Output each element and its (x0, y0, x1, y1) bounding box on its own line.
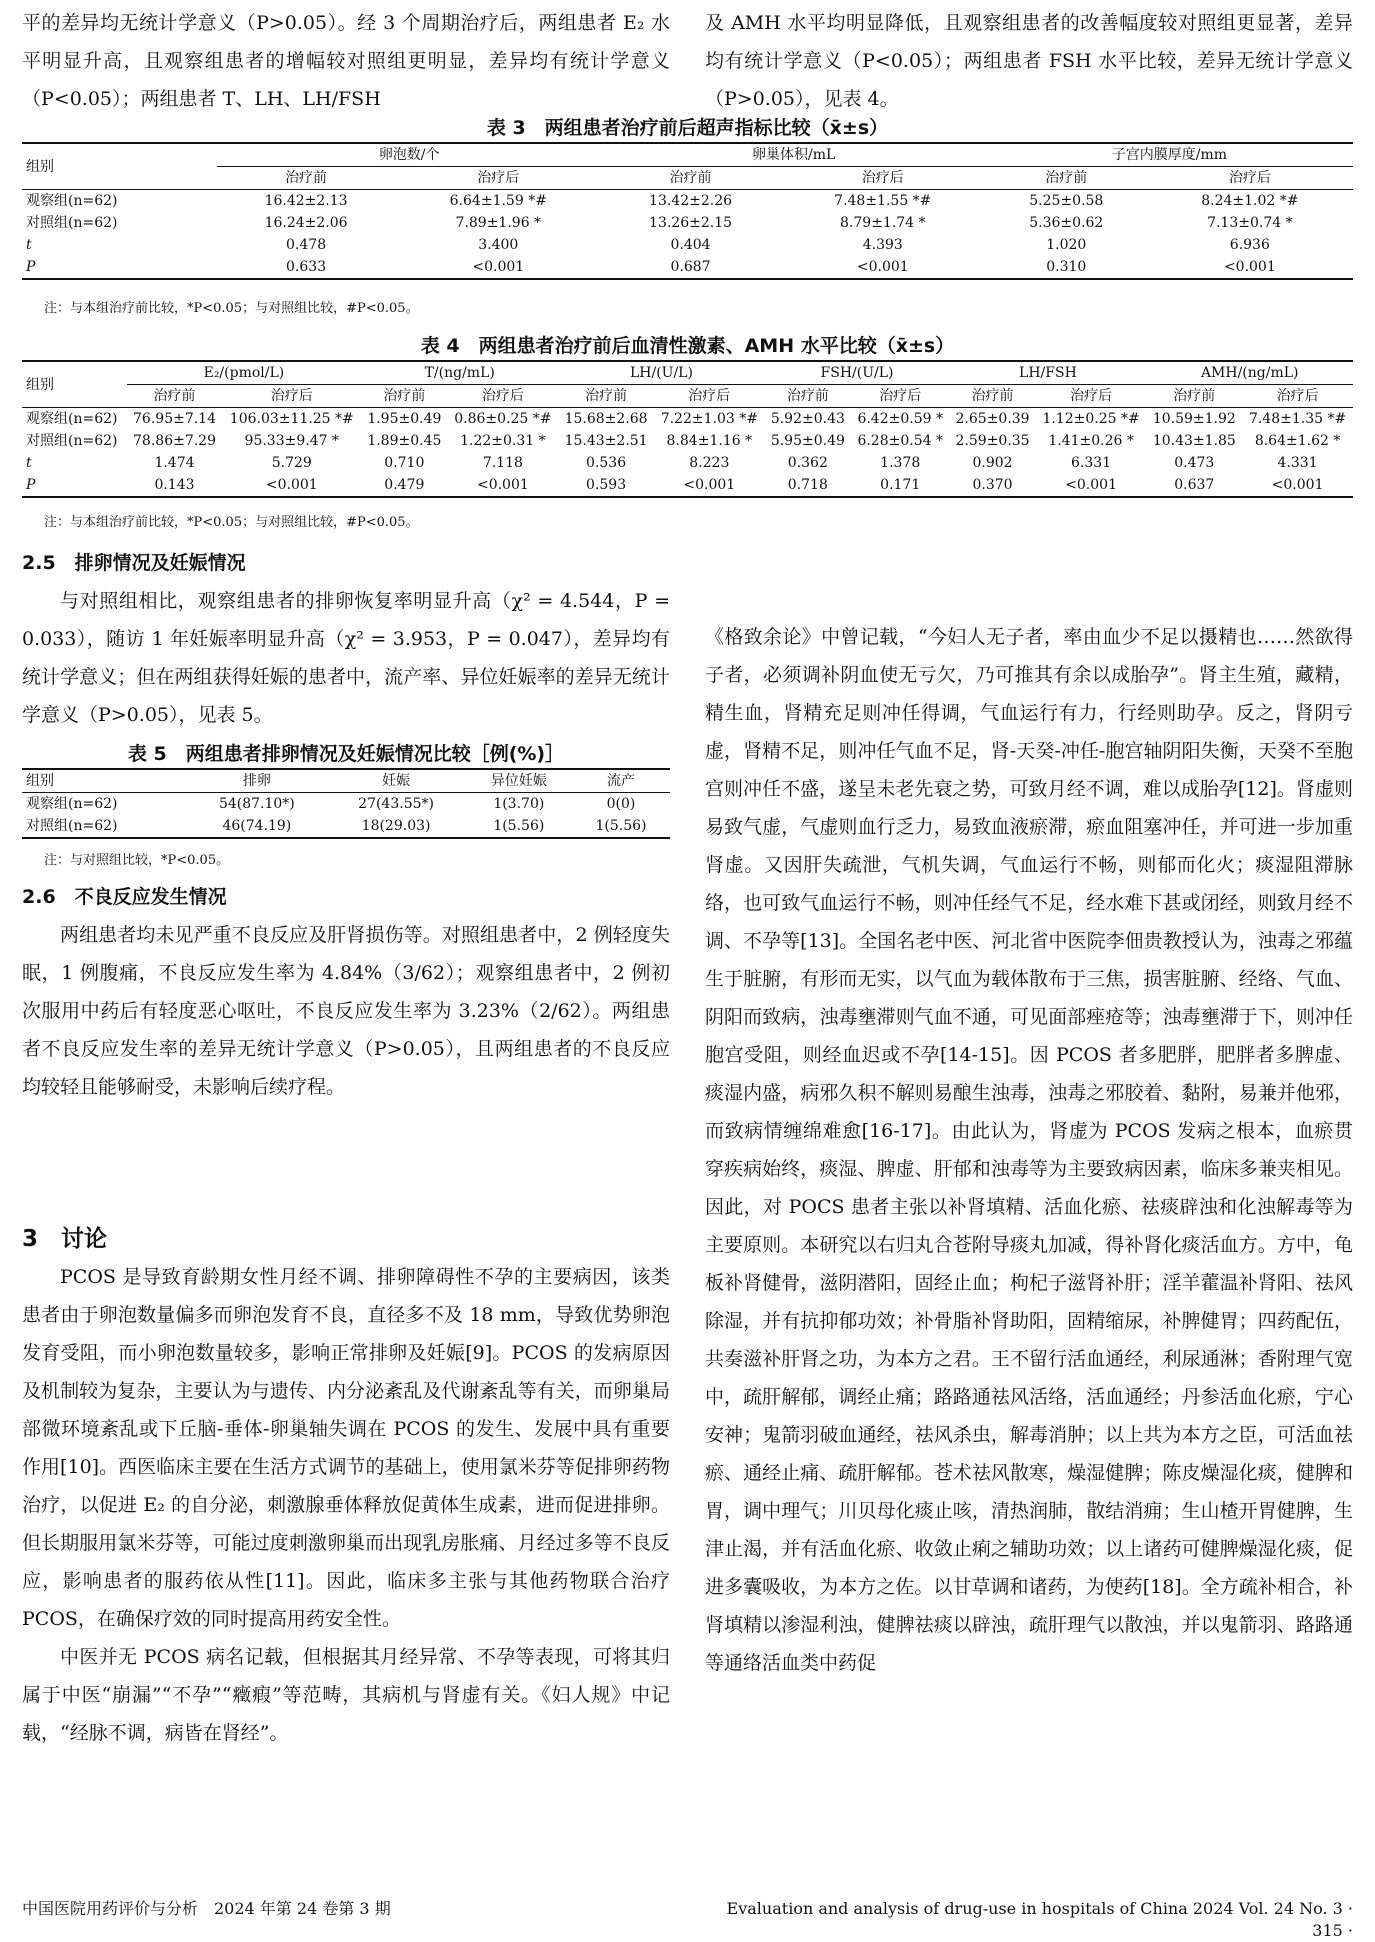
table-cell: 7.48±1.55 *# (834, 193, 932, 209)
table-cell: 1.020 (1046, 237, 1087, 253)
column-header: 异位妊娠 (466, 769, 572, 793)
row-label: 对照组(n=62) (26, 215, 118, 231)
table-cell: 1.95±0.49 (367, 411, 442, 427)
sub-header: 治疗后 (780, 167, 986, 190)
row-label: 观察组(n=62) (26, 796, 118, 812)
column-header: 组别 (22, 769, 187, 793)
column-group-header: E₂/(pmol/L) (127, 361, 362, 385)
table-cell: 1.22±0.31 * (460, 433, 546, 449)
table-cell: 5.95±0.49 (770, 433, 845, 449)
table-cell: 16.24±2.06 (264, 215, 348, 231)
section-2-6-body: 两组患者均未见严重不良反应及肝肾损伤等。对照组患者中，2 例轻度失眠，1 例腹痛，不良反应发生率为 4.84%（3/62）；观察组患者中，2 例初次服用中药后有轻度恶心呕吐，不良反应发生率为 3.23%（2/62）。两组患者不良反应发生率的差异无统计学意义（P>0.05），且两组患者的不良反应均较轻且能够耐受，未影响后续疗程。 (22, 924, 670, 1098)
table-cell: 5.25±0.58 (1029, 193, 1104, 209)
table-cell: 8.223 (689, 455, 730, 471)
column-group-header: AMH/(ng/mL) (1146, 361, 1353, 385)
table-cell: 95.33±9.47 * (244, 433, 339, 449)
section-2-5-heading: 2.5 排卵情况及妊娠情况 (22, 552, 246, 574)
table-cell: 10.43±1.85 (1152, 433, 1236, 449)
table-cell: 16.42±2.13 (264, 193, 348, 209)
table-cell: 1(5.56) (466, 815, 572, 838)
table-cell: 6.331 (1071, 455, 1112, 471)
table-cell: 7.22±1.03 *# (660, 411, 758, 427)
table-cell: 0(0) (606, 796, 636, 812)
column-header: 妊娠 (326, 769, 465, 793)
group-header: 组别 (22, 361, 127, 408)
footer-journal-cn: 中国医院用药评价与分析 2024 年第 24 卷第 3 期 (22, 1899, 391, 1918)
table-cell: 1.41±0.26 * (1048, 433, 1134, 449)
footer-journal-en: Evaluation and analysis of drug-use in hospitals of China 2024 Vol. 24 No. 3 · 315 · (726, 1899, 1353, 1940)
sub-header: 治疗后 (395, 167, 601, 190)
table-cell: 0.633 (217, 256, 395, 279)
column-group-header: FSH/(U/L) (765, 361, 950, 385)
table-cell: 0.902 (972, 455, 1013, 471)
table-cell: 46(74.19) (187, 815, 326, 838)
table-cell: 7.89±1.96 * (455, 215, 542, 231)
table-row (22, 190, 1353, 213)
table-cell: 5.92±0.43 (770, 411, 845, 427)
sub-header: 治疗后 (1036, 385, 1147, 408)
section-3-right-text: 《格致余论》中曾记载，“今妇人无子者，率由血少不足以摄精也……然欲得子者，必须调补阴血使无亏欠，乃可推其有余以成胎孕”。肾主生殖，藏精，精生血，肾精充足则冲任得调，气血运行有力，行经则助孕。反之，肾阴亏虚，肾精不足，则冲任气血不足，肾-天癸-冲任-胞宫轴阴阳失衡，天癸不至胞宫则冲任不盛，遂呈未老先衰之势，可致月经不调，难以成胎孕[12]。肾虚则易致气虚，气虚则血行乏力，易致血液瘀滞，瘀血阻塞冲任，并可进一步加重肾虚。又因肝失疏泄，气机失调，气血运行不畅，则郁而化火；痰湿阻滞脉络，也可致气血运行不畅，则冲任经气不足，经水难下甚或闭经，则致月经不调、不孕等[13]。全国名老中医、河北省中医院李佃贵教授认为，浊毒之邪蕴生于脏腑，有形而无实，以气血为载体散布于三焦，损害脏腑、经络、气血、阴阳而致病，浊毒壅滞则气血不通，可见面部痤疮等；浊毒壅滞于下，则冲任胞宫受阻，则经血迟或不孕[14-15]。因 PCOS 者多肥胖，肥胖者多脾虚、痰湿内盛，病邪久积不解则易酿生浊毒，浊毒之邪胶着、黏附，易兼并他邪，而致病情缠绵难愈[16-17]。由此认为，肾虚为 PCOS 发病之根本，血瘀贯穿疾病始终，痰湿、脾虚、肝郁和浊毒等为主要致病因素，临床多兼夹相见。因此，对 POCS 患者主张以补肾填精、活血化瘀、祛痰辟浊和化浊解毒等为主要原则。本研究以右归丸合苍附导痰丸加减，得补肾化痰活血方。方中，龟板补肾健骨，滋阴潜阳，固经止血；枸杞子滋肾补肝；淫羊藿温补肾阳、祛风除湿，并有抗抑郁功效；补骨脂补肾助阳，固精缩尿，补脾健胃；四药配伍，共奏滋补肝肾之功，为本方之君。王不留行活血通经，利尿通淋；香附理气宽中，疏肝解郁，调经止痛；路路通祛风活络，活血通经；丹参活血化瘀，宁心安神；鬼箭羽破血通经，祛风杀虫，解毒消肿；以上共为本方之臣，可活血祛瘀、通经止痛、疏肝解郁。苍术祛风散寒，燥湿健脾；陈皮燥湿化痰，健脾和胃，调中理气；川贝母化痰止咳，清热润肺，散结消痈；生山楂开胃健脾，生津止渴，并有活血化瘀、收敛止痢之辅助功效；以上诸药可健脾燥湿化痰，促进多囊吸收，为本方之佐。以甘草调和诸药，为使药[18]。全方疏补相合，补肾填精以渗湿利浊，健脾祛痰以辟浊，疏肝理气以散浊，并以鬼箭羽、路路通等通络活血类中药促 (705, 626, 1353, 1674)
sub-header: 治疗前 (361, 385, 447, 408)
table-cell: 0.404 (670, 237, 711, 253)
table-cell: 7.13±0.74 * (1207, 215, 1293, 231)
table3-title: 表 3 两组患者治疗前后超声指标比较（x̄±s） (486, 117, 889, 139)
row-label: 观察组(n=62) (26, 193, 118, 209)
table-cell: <0.001 (395, 256, 601, 279)
table-cell: 0.710 (384, 455, 425, 471)
table4-title: 表 4 两组患者治疗前后血清性激素、AMH 水平比较（x̄±s） (420, 335, 955, 357)
column-group-header: 卵巢体积/mL (601, 143, 985, 167)
table-cell: 0.718 (765, 474, 851, 497)
table-cell: 0.370 (949, 474, 1035, 497)
table3 (22, 142, 1353, 280)
table-cell: 1.89±0.45 (367, 433, 442, 449)
table4 (22, 360, 1353, 498)
sub-header: 治疗前 (558, 385, 654, 408)
table-cell: 106.03±11.25 *# (229, 411, 354, 427)
sub-header: 治疗后 (851, 385, 949, 408)
table5-note: 注：与对照组比较，*P<0.05。 (44, 853, 230, 868)
section-2-6-heading: 2.6 不良反应发生情况 (22, 886, 227, 908)
table-cell: 6.42±0.59 * (857, 411, 943, 427)
section-2-5-body: 与对照组相比，观察组患者的排卵恢复率明显升高（χ² = 4.544，P = 0.033），随访 1 年妊娠率明显升高（χ² = 3.953，P = 0.047），差异均有统计学意义；但在两组获得妊娠的患者中，流产率、异位妊娠率的差异无统计学意义（P>0.05），见表 5。 (22, 590, 670, 726)
table-cell: 8.64±1.62 * (1254, 433, 1341, 449)
table-row (22, 408, 1353, 431)
table-row (22, 793, 670, 816)
table-row (22, 474, 1353, 497)
sub-header: 治疗前 (765, 385, 851, 408)
table-cell: 5.729 (271, 455, 312, 471)
table-cell: 3.400 (478, 237, 519, 253)
table-cell: 8.79±1.74 * (840, 215, 926, 231)
section-3 (22, 1220, 670, 1752)
table-cell: 0.473 (1174, 455, 1215, 471)
table-cell: 78.86±7.29 (133, 433, 216, 449)
table-cell: 0.479 (361, 474, 447, 497)
table-cell: 0.478 (286, 237, 327, 253)
sub-header: 治疗后 (654, 385, 765, 408)
table-cell: 7.48±1.35 *# (1248, 411, 1347, 427)
row-label: t (26, 237, 32, 253)
table4-note: 注：与本组治疗前比较，*P<0.05；与对照组比较，#P<0.05。 (44, 515, 419, 530)
table-cell: 0.143 (127, 474, 223, 497)
table-cell: <0.001 (1147, 256, 1353, 279)
table-cell: <0.001 (1036, 474, 1147, 497)
table-cell: 15.43±2.51 (564, 433, 648, 449)
table-cell: 1(5.56) (572, 815, 670, 838)
table5-title: 表 5 两组患者排卵情况及妊娠情况比较［例(%)］ (127, 743, 565, 765)
column-group-header: 卵泡数/个 (217, 143, 601, 167)
table-cell: <0.001 (1242, 474, 1353, 497)
column-header: 排卵 (187, 769, 326, 793)
column-group-header: T/(ng/mL) (361, 361, 558, 385)
table-cell: 0.310 (986, 256, 1147, 279)
table5 (22, 768, 670, 839)
table-row (22, 234, 1353, 256)
sub-header: 治疗后 (1242, 385, 1353, 408)
table-cell: 2.59±0.35 (955, 433, 1030, 449)
table-cell: 10.59±1.92 (1152, 411, 1236, 427)
sub-header: 治疗前 (949, 385, 1035, 408)
table-row (22, 212, 1353, 234)
table-cell: 0.637 (1146, 474, 1242, 497)
table-cell: 54(87.10*) (218, 796, 295, 812)
table-cell: 7.118 (482, 455, 523, 471)
sub-header: 治疗前 (986, 167, 1147, 190)
table-cell: 15.68±2.68 (564, 411, 648, 427)
column-group-header: LH/(U/L) (558, 361, 764, 385)
table-cell: 13.26±2.15 (649, 215, 733, 231)
sub-header: 治疗前 (217, 167, 395, 190)
section-2-5 (22, 544, 670, 734)
table-cell: 8.84±1.16 * (666, 433, 753, 449)
table-cell: 2.65±0.39 (955, 411, 1030, 427)
section-3-para-1: PCOS 是导致育龄期女性月经不调、排卵障碍性不孕的主要病因，该类患者由于卵泡数量偏多而卵泡发育不良，直径多不及 18 mm，导致优势卵泡发育受阻，而小卵泡数量较多，影响正常排卵及妊娠[9]。PCOS 的发病原因及机制较为复杂，主要认为与遗传、内分泌紊乱及代谢紊乱等有关，而卵巢局部微环境紊乱或下丘脑-垂体-卵巢轴失调在 PCOS 的发生、发展中具有重要作用[10]。西医临床主要在生活方式调节的基础上，使用氯米芬等促排卵药物治疗，以促进 E₂ 的自分泌，刺激腺垂体释放促黄体生成素，进而促进排卵。但长期服用氯米芬等，可能过度刺激卵巢而出现乳房胀痛、月经过多等不良反应，影响患者的服药依从性[11]。因此，临床多主张与其他药物联合治疗 PCOS，在确保疗效的同时提高用药安全性。 (22, 1266, 670, 1630)
table-cell: 1.378 (880, 455, 921, 471)
column-group-header: 子宫内膜厚度/mm (986, 143, 1353, 167)
table-cell: 18(29.03) (326, 815, 465, 838)
table-cell: 5.36±0.62 (1029, 215, 1104, 231)
sub-header: 治疗后 (1147, 167, 1353, 190)
row-label: 观察组(n=62) (26, 411, 118, 427)
section-3-right-column (705, 618, 1353, 1682)
section-3-para-2: 中医并无 PCOS 病名记载，但根据其月经异常、不孕等表现，可将其归属于中医“崩漏”“不孕”“癥瘕”等范畴，其病机与肾虚有关。《妇人规》中记载，“经脉不调，病皆在肾经”。 (22, 1646, 670, 1744)
table-cell: 1.474 (154, 455, 195, 471)
row-label: 对照组(n=62) (26, 433, 118, 449)
table-cell: 0.593 (558, 474, 654, 497)
sub-header: 治疗后 (448, 385, 559, 408)
table-cell: 27(43.55*) (358, 796, 434, 812)
sub-header: 治疗后 (222, 385, 361, 408)
table-row (22, 256, 1353, 279)
section-2-6 (22, 878, 670, 1106)
sub-header: 治疗前 (601, 167, 779, 190)
table-cell: 8.24±1.02 *# (1201, 193, 1299, 209)
table-cell: 76.95±7.14 (133, 411, 216, 427)
table-cell: 0.536 (586, 455, 627, 471)
table-cell: 0.687 (601, 256, 779, 279)
table-row (22, 452, 1353, 474)
table-row (22, 815, 670, 838)
table-cell: 1(3.70) (493, 796, 545, 812)
row-label: t (26, 455, 32, 471)
table-cell: 6.64±1.59 *# (449, 193, 547, 209)
row-label: P (22, 474, 127, 497)
sub-header: 治疗前 (1146, 385, 1242, 408)
table-cell: 13.42±2.26 (649, 193, 733, 209)
top-left-paragraph: 平的差异均无统计学意义（P>0.05）。经 3 个周期治疗后，两组患者 E₂ 水平明显升高，且观察组患者的增幅较对照组更明显，差异均有统计学意义（P<0.05）；两组患者 T、LH、LH/FSH (22, 12, 670, 110)
table-cell: 0.171 (851, 474, 949, 497)
table-cell: 6.28±0.54 * (857, 433, 943, 449)
table-cell: 6.936 (1229, 237, 1270, 253)
table-cell: <0.001 (448, 474, 559, 497)
table-cell: <0.001 (222, 474, 361, 497)
row-label: P (22, 256, 217, 279)
table-cell: <0.001 (654, 474, 765, 497)
table-cell: 0.362 (787, 455, 828, 471)
table-cell: <0.001 (780, 256, 986, 279)
row-label: 对照组(n=62) (22, 815, 187, 838)
table3-note: 注：与本组治疗前比较，*P<0.05；与对照组比较，#P<0.05。 (44, 301, 419, 316)
column-group-header: LH/FSH (949, 361, 1146, 385)
table-cell: 4.393 (862, 237, 903, 253)
table-row (22, 430, 1353, 452)
table-cell: 4.331 (1277, 455, 1318, 471)
top-right-paragraph: 及 AMH 水平均明显降低，且观察组患者的改善幅度较对照组更显著，差异均有统计学意义（P<0.05）；两组患者 FSH 水平比较，差异无统计学意义（P>0.05），见表 4。 (705, 12, 1353, 110)
column-header: 流产 (572, 769, 670, 793)
table-cell: 0.86±0.25 *# (454, 411, 552, 427)
sub-header: 治疗前 (127, 385, 223, 408)
table-cell: 1.12±0.25 *# (1042, 411, 1140, 427)
section-3-heading: 3 讨论 (22, 1226, 108, 1252)
group-header: 组别 (22, 143, 217, 190)
